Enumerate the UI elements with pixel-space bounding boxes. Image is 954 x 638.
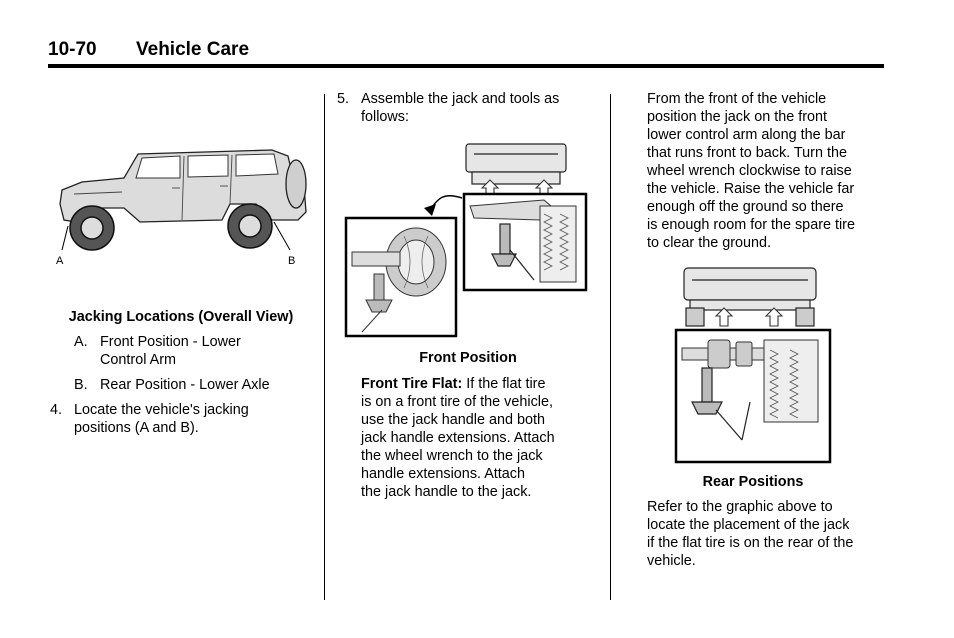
figure-caption-front: Front Position <box>419 350 517 366</box>
front-tire-flat-lead: Front Tire Flat: <box>361 376 463 392</box>
step-5-line1: Assemble the jack and tools as <box>361 91 560 107</box>
figure-label-b: B <box>288 255 296 267</box>
step-4-line2: positions (A and B). <box>74 420 199 436</box>
outro-line2: locate the placement of the jack <box>647 517 850 533</box>
column-divider-right <box>610 94 611 600</box>
front-tire-flat-line7: the jack handle to the jack. <box>361 484 532 500</box>
outro-line3: if the flat tire is on the rear of the <box>647 535 854 551</box>
intro-line1: From the front of the vehicle <box>647 91 827 107</box>
front-tire-flat-line5: the wheel wrench to the jack <box>361 448 543 464</box>
step-5-number: 5. <box>337 91 350 107</box>
intro-line5: wheel wrench clockwise to raise <box>647 163 852 179</box>
step-5-line2: follows: <box>361 109 409 125</box>
legend-letter-b: B. <box>74 377 88 393</box>
intro-line7: enough off the ground so there <box>647 199 844 215</box>
front-tire-flat-line1 <box>361 376 545 394</box>
intro-line8: is enough room for the spare tire <box>647 217 855 233</box>
intro-line9: to clear the ground. <box>647 235 771 251</box>
front-tire-flat-line2: is on a front tire of the vehicle, <box>361 394 553 410</box>
column-divider-left <box>324 94 325 600</box>
outro-line1: Refer to the graphic above to <box>647 499 833 515</box>
front-tire-flat-line6: handle extensions. Attach <box>361 466 526 482</box>
outro-line4: vehicle. <box>647 553 696 569</box>
intro-line6: the vehicle. Raise the vehicle far <box>647 181 855 197</box>
page-number: 10-70 <box>48 39 97 60</box>
vehicle-overall-figure <box>52 142 312 270</box>
front-tire-flat-line3: use the jack handle and both <box>361 412 546 428</box>
legend-text-a-line2: Control Arm <box>100 352 176 368</box>
intro-line3: lower control arm along the bar <box>647 127 846 143</box>
front-tire-flat-line1-text: If the flat tire <box>462 376 546 392</box>
figure-label-a: A <box>56 255 64 267</box>
intro-line4: that runs front to back. Turn the <box>647 145 847 161</box>
rear-positions-figure <box>672 264 834 466</box>
intro-line2: position the jack on the front <box>647 109 827 125</box>
figure-caption-overall: Jacking Locations (Overall View) <box>68 309 294 325</box>
page-header <box>48 38 884 68</box>
legend-text-a-line1: Front Position - Lower <box>100 334 241 350</box>
front-tire-flat-line4: jack handle extensions. Attach <box>361 430 555 446</box>
step-4-line1: Locate the vehicle's jacking <box>74 402 249 418</box>
legend-letter-a: A. <box>74 334 88 350</box>
figure-caption-rear: Rear Positions <box>702 474 804 490</box>
front-position-figure <box>344 140 594 340</box>
section-title: Vehicle Care <box>136 39 250 60</box>
header-rule <box>48 64 884 68</box>
legend-text-b-line1: Rear Position - Lower Axle <box>100 377 270 393</box>
step-4-number: 4. <box>50 402 63 418</box>
